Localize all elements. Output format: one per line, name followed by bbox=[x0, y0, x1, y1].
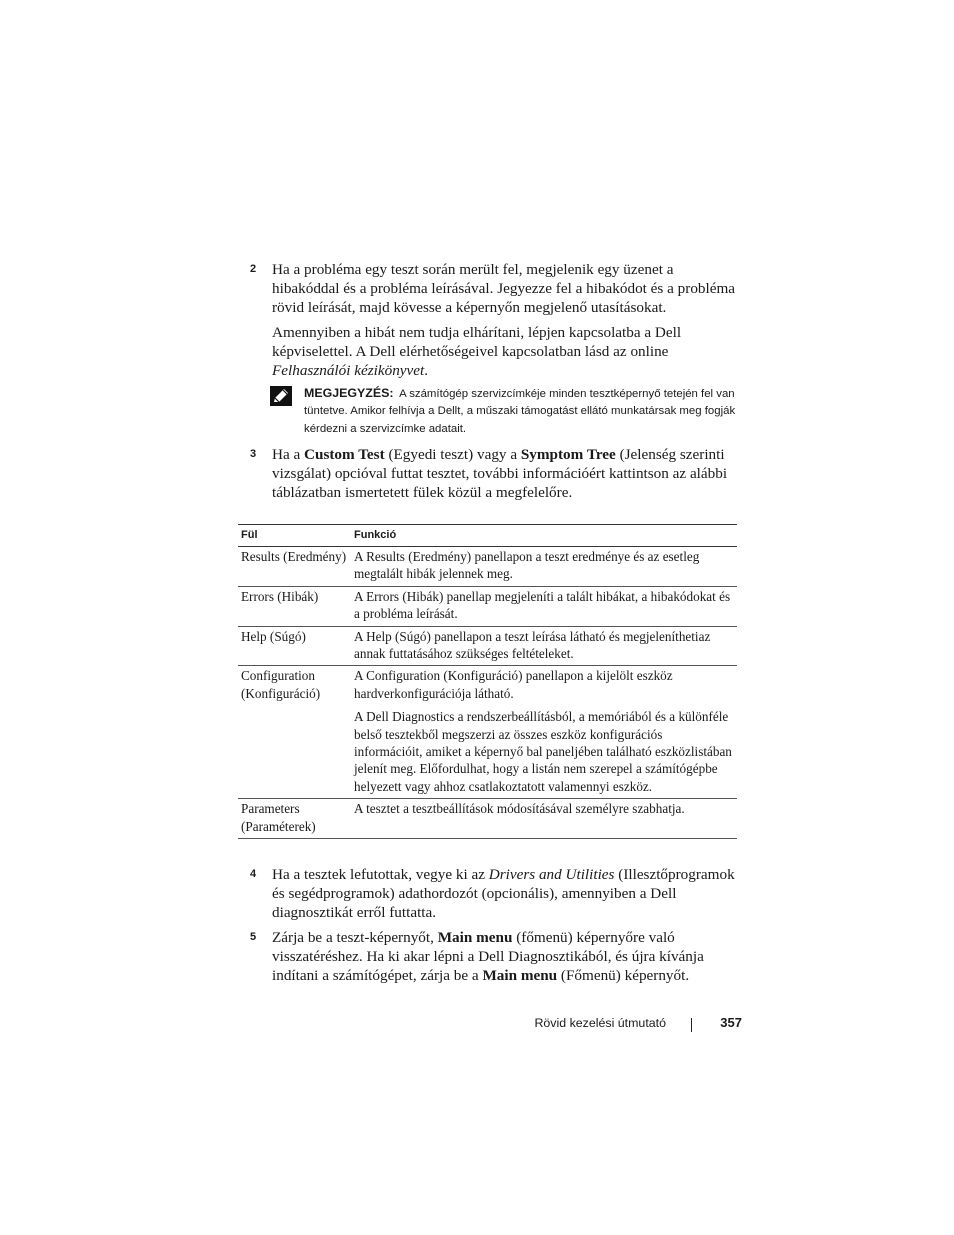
text-span: Ha a bbox=[272, 446, 305, 463]
step-3 bbox=[250, 445, 738, 503]
main-menu-label: Main menu bbox=[437, 929, 513, 946]
step-5 bbox=[250, 928, 738, 986]
drivers-utilities-reference: Drivers and Utilities bbox=[488, 866, 615, 883]
page-number: 357 bbox=[720, 1015, 742, 1030]
step-number: 5 bbox=[250, 931, 257, 943]
step-number: 2 bbox=[250, 263, 257, 275]
table-row bbox=[238, 626, 737, 666]
description-text: A tesztet a tesztbeállítások módosításával személyre szabhatja. bbox=[354, 801, 685, 817]
text-span: Ha a tesztek lefutottak, vegye ki az bbox=[272, 866, 489, 883]
tab-name: Errors (Hibák) bbox=[238, 586, 351, 626]
step-4-paragraph bbox=[272, 865, 738, 923]
tabs-function-table bbox=[238, 524, 737, 839]
step-2 bbox=[250, 260, 738, 380]
main-menu-label: Main menu bbox=[482, 967, 558, 985]
symptom-tree-label: Symptom Tree bbox=[520, 446, 616, 463]
text-span: Zárja be a teszt-képernyőt, bbox=[272, 929, 438, 946]
note-body: A számítógép szervizcímkéje minden tesztképernyő tetején fel van tüntetve. Amikor felhívja a Dellt, a műszaki támogatást ellátó munkatársak meg fogják kérdezni a szervizcímke adatait. bbox=[304, 388, 736, 435]
description-text: A Help (Súgó) panellapon a teszt leírása látható és megjeleníthetiaz annak futtatásához szükséges feltételeket. bbox=[354, 628, 711, 662]
note-text bbox=[304, 385, 740, 438]
header-function: Funkció bbox=[351, 525, 737, 547]
tab-description bbox=[351, 799, 737, 839]
description-text: A Dell Diagnostics a rendszerbeállításból, a memóriából és a különféle belső tesztekből megszerzi az összes eszköz konfigurációs információit, amiket a képernyő bal paneljében található eszközlistában jelenít meg. Előfordulhat, hogy a listán nem szerepel a számítógépbe helyezett vagy ahhoz csatlakoztatott valamennyi eszköz. bbox=[354, 709, 732, 794]
header-tab: Fül bbox=[238, 525, 351, 547]
step-number: 3 bbox=[250, 448, 257, 460]
step-4 bbox=[250, 865, 738, 923]
tab-description bbox=[351, 666, 737, 799]
table-row bbox=[238, 547, 737, 587]
page-footer bbox=[520, 1015, 742, 1035]
text-span: (Egyedi teszt) vagy a bbox=[384, 446, 521, 463]
step-2-paragraph-1: Ha a probléma egy teszt során merült fel, megjelenik egy üzenet a hibakóddal és a probléma leírásával. Jegyezze fel a hibakódot és a probléma rövid leírását, majd kövesse a képernyőn megjelenő utasításokat. bbox=[272, 261, 736, 317]
table-header-row bbox=[238, 525, 737, 547]
pencil-note-icon bbox=[270, 386, 292, 406]
tab-name: Parameters (Paraméterek) bbox=[238, 799, 351, 839]
text-span: (főmenü) képernyőre való visszatéréshez. Ha ki akar lépni a Dell Diagnosztikából, és újra kívánja indítani a számítógépet, zárja be a bbox=[272, 929, 704, 985]
user-guide-reference: Felhasználói kézikönyvet bbox=[272, 362, 425, 380]
text-span: (Illesztőprogramok és segédprogramok) adathordozót (opcionális), amennyiben a Dell diagnosztikát erről futtatta. bbox=[272, 866, 735, 922]
footer-title: Rövid kezelési útmutató bbox=[534, 1016, 666, 1030]
step-number: 4 bbox=[250, 868, 257, 880]
note-label: MEGJEGYZÉS: bbox=[304, 386, 394, 400]
tab-name: Configuration (Konfiguráció) bbox=[238, 666, 351, 799]
text-span: (Jelenség szerinti vizsgálat) opcióval futtat tesztet, további információért kattintson az alábbi táblázatban ismertetett fülek közül a megfelelőre. bbox=[272, 446, 728, 502]
description-text: A Errors (Hibák) panellap megjeleníti a talált hibákat, a hibakódokat és a probléma leírását. bbox=[354, 588, 731, 622]
description-text: A Results (Eredmény) panellapon a teszt eredménye és az esetleg megtalált hibák jelennek meg. bbox=[354, 549, 700, 582]
tab-name: Results (Eredmény) bbox=[238, 547, 351, 587]
description-text: A Configuration (Konfiguráció) panellapon a kijelölt eszköz hardverkonfigurációja látható. bbox=[354, 668, 673, 701]
step-3-paragraph bbox=[272, 445, 738, 503]
tab-name: Help (Súgó) bbox=[238, 626, 351, 666]
step-2-paragraph-2 bbox=[272, 323, 738, 381]
step-5-paragraph bbox=[272, 928, 738, 986]
text-span: . bbox=[424, 362, 429, 380]
text-span: Amennyiben a hibát nem tudja elhárítani, lépjen kapcsolatba a Dell képviselettel. A Dell elérhetőségeivel kapcsolatban lásd az online bbox=[272, 323, 682, 360]
table-row bbox=[238, 799, 737, 839]
footer-separator bbox=[691, 1018, 692, 1032]
custom-test-label: Custom Test bbox=[304, 446, 385, 463]
tab-description bbox=[351, 586, 737, 626]
tab-description bbox=[351, 547, 737, 587]
table-row bbox=[238, 586, 737, 626]
table-row bbox=[238, 666, 737, 799]
tab-description bbox=[351, 626, 737, 666]
note-box bbox=[270, 385, 740, 438]
text-span: (Főmenü) képernyőt. bbox=[557, 967, 690, 985]
